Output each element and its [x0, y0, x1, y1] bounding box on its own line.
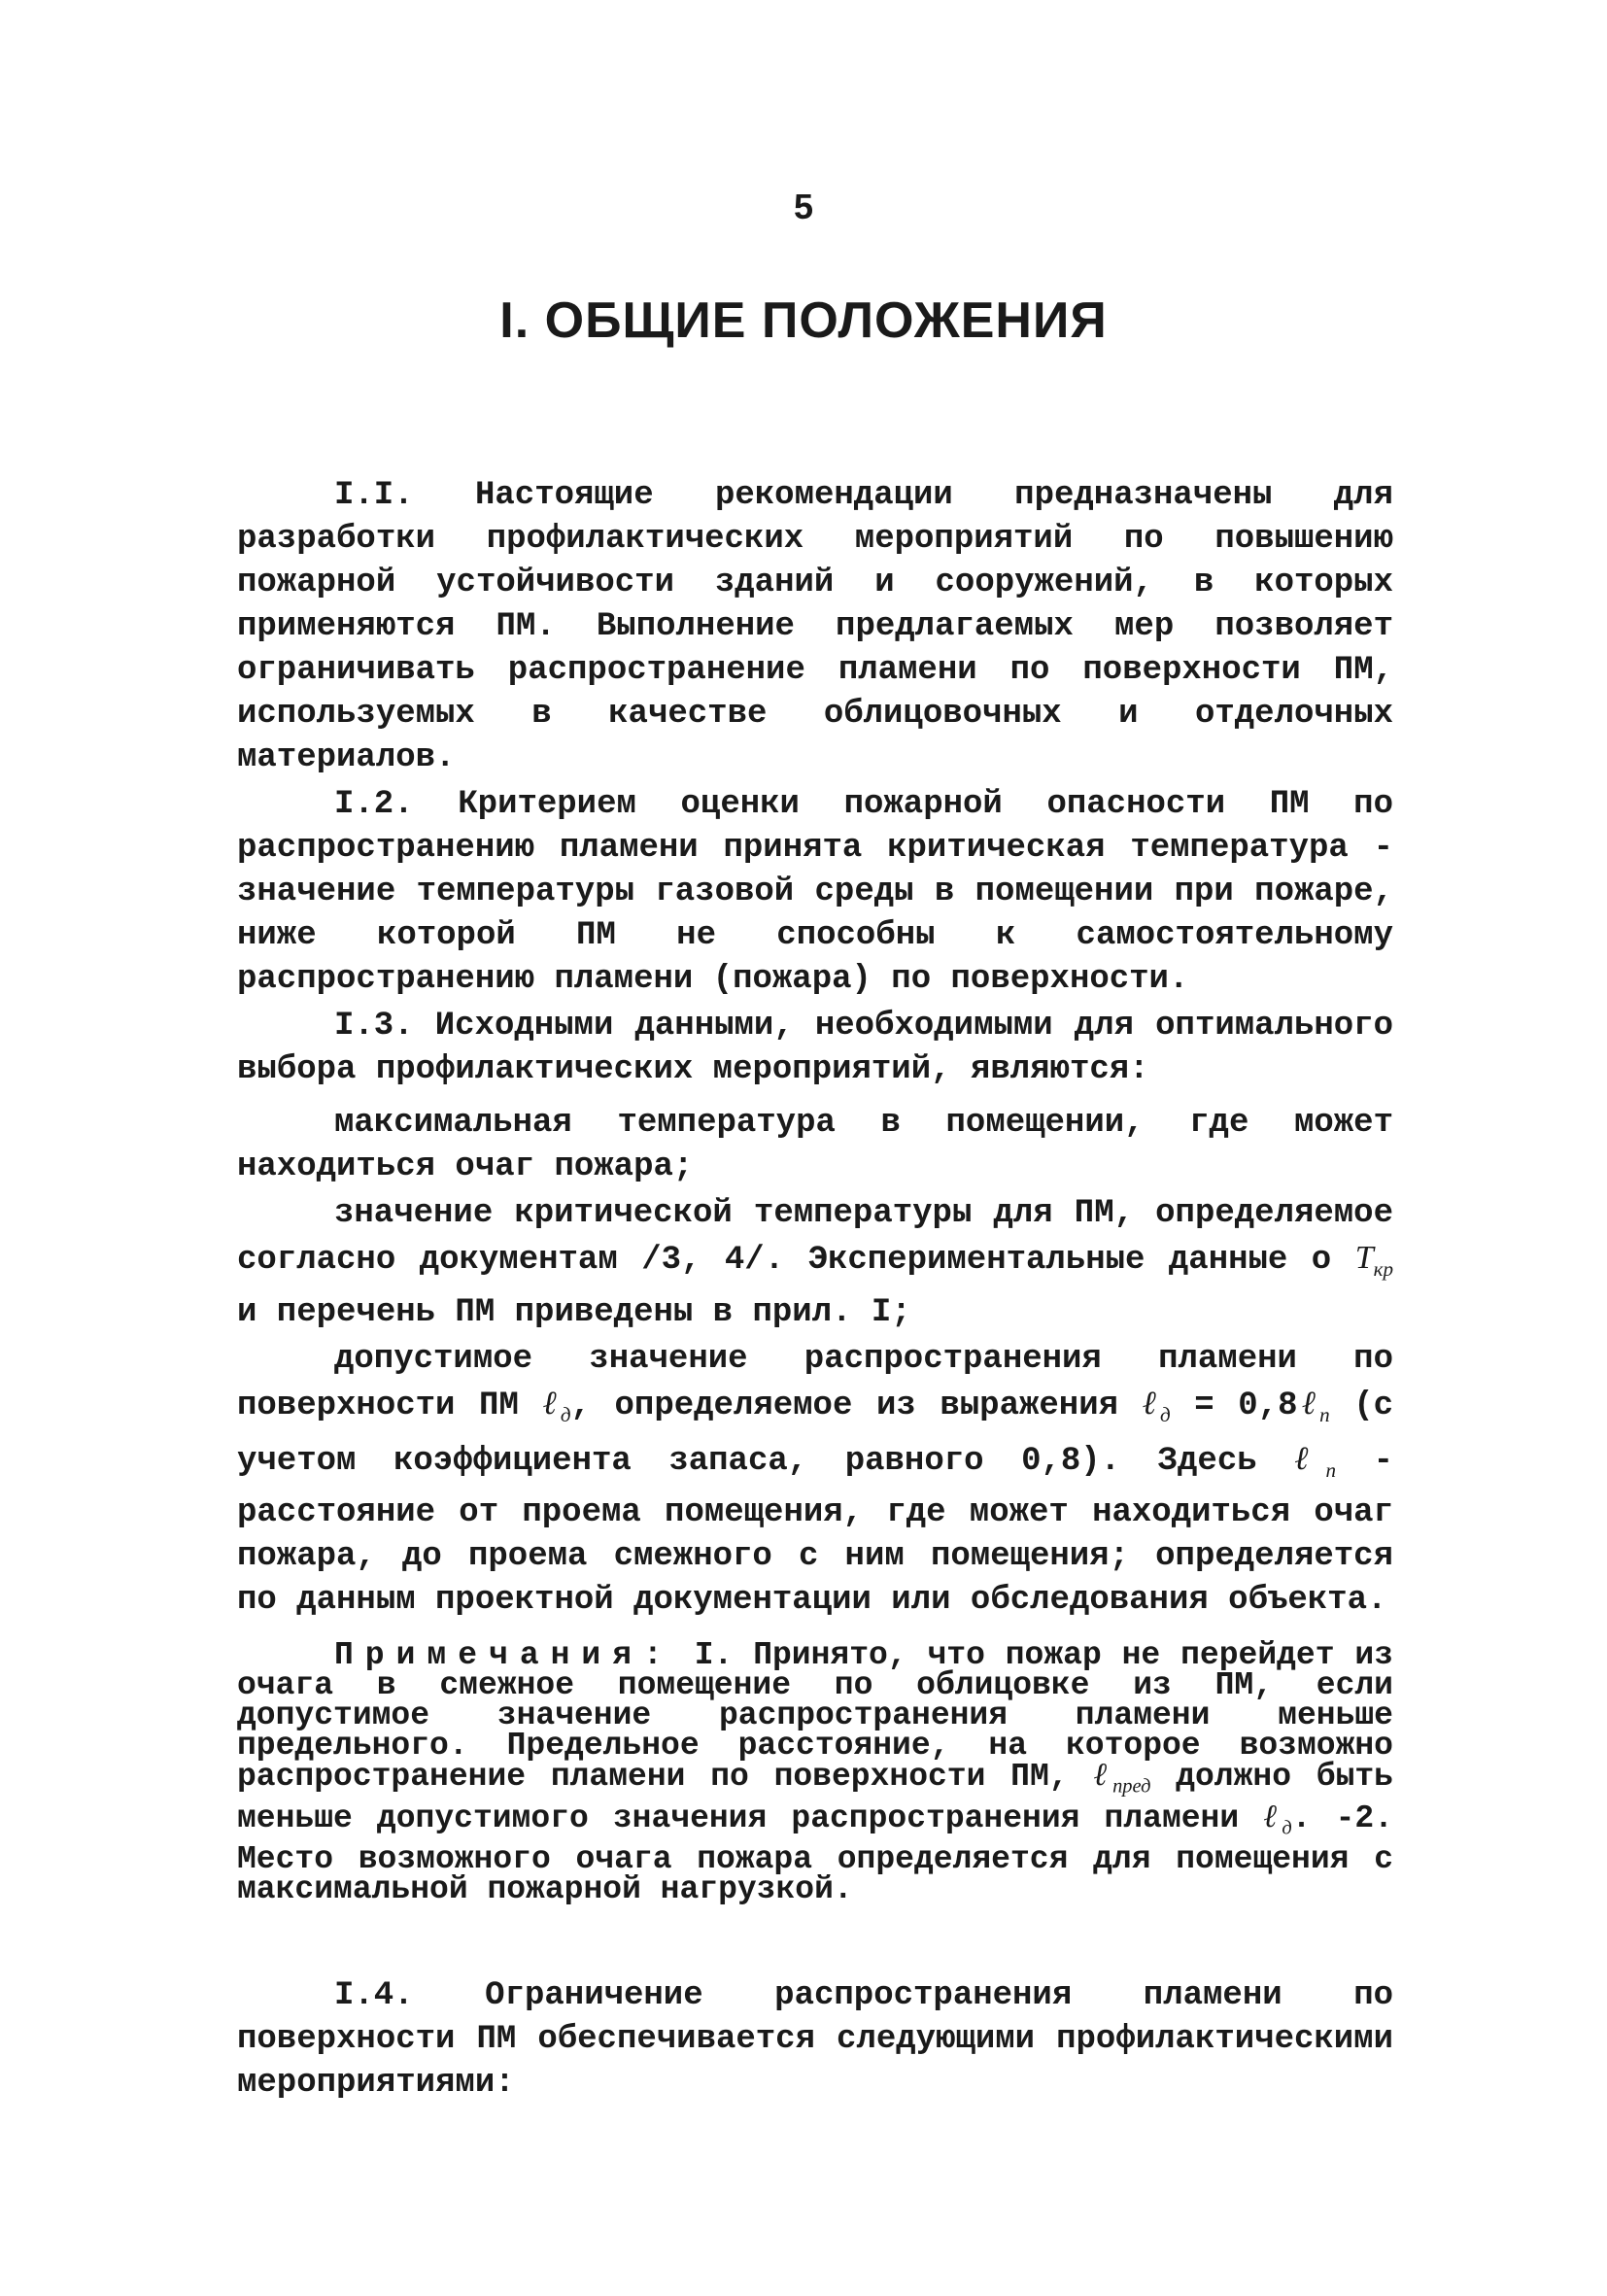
text-segment: значение критической температуры для ПМ, определяемое согласно документам /3, 4/. Экспериментальные данные о — [237, 1195, 1393, 1279]
symbol-l-d: ℓ$_д$ — [1142, 1385, 1171, 1426]
symbol-l-p: ℓ$_п$ — [1297, 1385, 1330, 1426]
symbol-l-p: ℓ$_п$ — [1294, 1440, 1337, 1482]
document-body — [237, 474, 1393, 2108]
note — [237, 1637, 1393, 1907]
symbol-l-pred: ℓ$_{пред}$ — [1093, 1758, 1151, 1798]
text-segment: . -2. Место возможного очага пожара определяется для помещения с максимальной пожарной нагрузкой. — [237, 1799, 1393, 1907]
list-item-allowed-spread — [237, 1338, 1393, 1624]
paragraph-1-1: I.I. Настоящие рекомендации предназначены для разработки профилактических мероприятий по повышению пожарной устойчивости зданий и сооружений, в которых применяются ПМ. Выполнение предлагаемых мер позволяет ограничивать распространение пламени по поверхности ПМ, используемых в качестве облицовочных и отделочных материалов. — [237, 477, 1393, 776]
text-segment: = 0,8 — [1194, 1387, 1298, 1424]
symbol-t-kr: $T_{кр}$ — [1354, 1240, 1394, 1281]
page-number: 5 — [793, 187, 814, 226]
text-segment: I. Принято, что пожар не перейдет из очага в смежное помещение по облицовке из ПМ, если допустимое значение распространения пламени меньше предельного. Предельное расстояние, на которое возможно распространение пламени по поверхности ПМ, — [237, 1637, 1393, 1796]
text-segment: должно быть меньше допустимого значения распространения пламени — [237, 1759, 1393, 1836]
paragraph-1-2: I.2. Критерием оценки пожарной опасности ПМ по распространению пламени принята критическая температура - значение температуры газовой среды в помещении при пожаре, ниже которой ПМ не способны к самостоятельному распространению пламени (пожара) по поверхности. — [237, 786, 1393, 998]
symbol-l-d: ℓ$_д$ — [542, 1385, 571, 1426]
section-title: I. ОБЩИЕ ПОЛОЖЕНИЯ — [499, 292, 1108, 349]
text-segment: (с учетом коэффициента запаса, равного 0,8). Здесь — [237, 1387, 1394, 1480]
text-segment: допустимое значение распространения пламени по поверхности ПМ — [237, 1340, 1393, 1424]
paragraph-1-4: I.4. Ограничение распространения пламени по поверхности ПМ обеспечивается следующими профилактическими мероприятиями: — [237, 1976, 1393, 2102]
note-label: Примечания: — [334, 1637, 674, 1674]
paragraph-1-3: I.3. Исходными данными, необходимыми для оптимального выбора профилактических мероприятий, являются: — [237, 1008, 1393, 1088]
symbol-l-d: ℓ$_д$ — [1263, 1799, 1292, 1839]
list-item-critical-temperature — [237, 1192, 1393, 1335]
list-item-max-temperature: максимальная температура в помещении, где может находиться очаг пожара; — [237, 1105, 1393, 1185]
text-segment: , определяемое из выражения — [570, 1387, 1119, 1424]
text-segment: - расстояние от проема помещения, где может находиться очаг пожара, до проема смежного с ним помещения; определяется по данным проектной документации или обследования объекта. — [237, 1442, 1393, 1620]
text-segment: и перечень ПМ приведены в прил. I; — [237, 1293, 911, 1331]
